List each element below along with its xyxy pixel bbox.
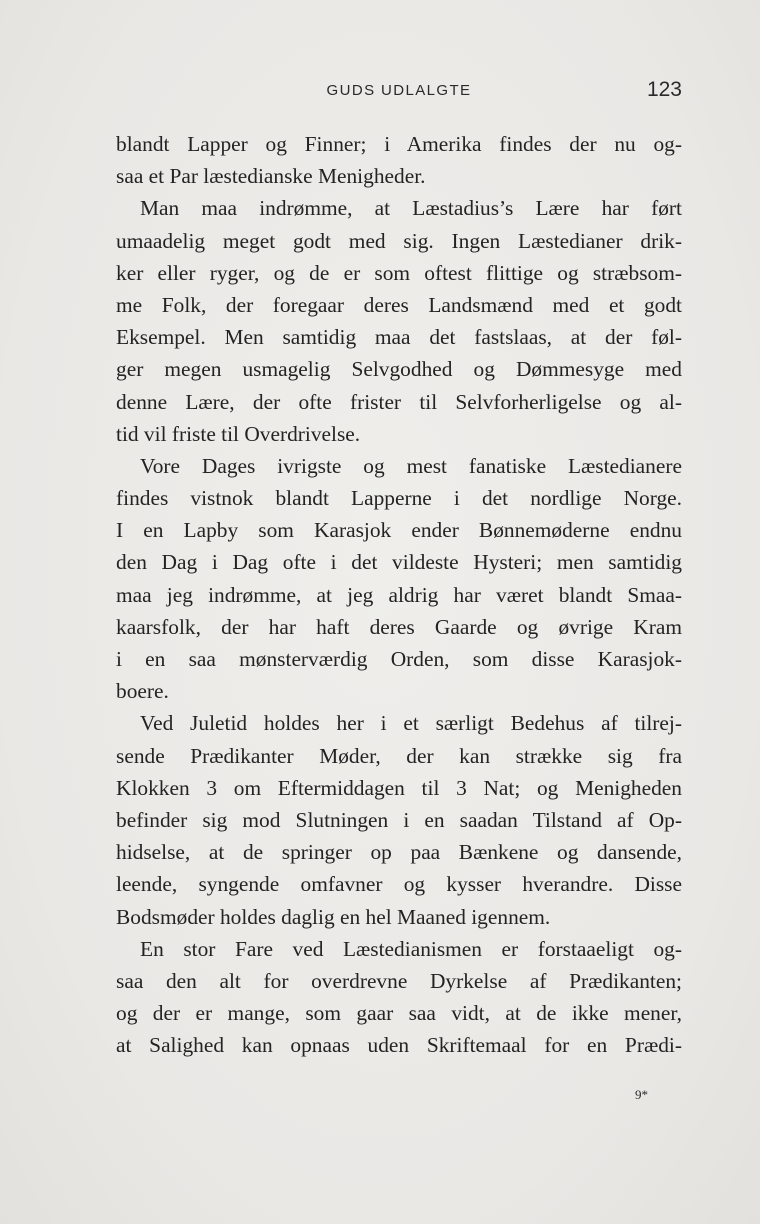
- text-line: ger megen usmagelig Selvgodhed og Dømmesyge med: [116, 357, 682, 382]
- text-line: sende Prædikanter Møder, der kan strække sig fra: [116, 743, 682, 768]
- text-line: umaadelig meget godt med sig. Ingen Læstedianer drik-: [116, 228, 682, 253]
- text-line: kaarsfolk, der har haft deres Gaarde og øvrige Kram: [116, 614, 682, 639]
- text-line: Ved Juletid holdes her i et særligt Bedehus af tilrej-: [140, 711, 682, 736]
- text-line: Klokken 3 om Eftermiddagen til 3 Nat; og Menigheden: [116, 775, 682, 800]
- text-line: saa et Par læstedianske Menigheder.: [116, 164, 426, 189]
- body-text: [116, 128, 682, 1061]
- printer-signature-mark: 9*: [635, 1087, 648, 1102]
- text-line: leende, syngende omfavner og kysser hverandre. Disse: [116, 872, 682, 897]
- text-line: Man maa indrømme, at Læstadius’s Lære har ført: [140, 196, 682, 221]
- text-line: saa den alt for overdrevne Dyrkelse af Prædikanten;: [116, 968, 682, 993]
- text-line: Bodsmøder holdes daglig en hel Maaned igennem.: [116, 904, 551, 929]
- text-line: I en Lapby som Karasjok ender Bønnemøderne endnu: [116, 518, 682, 543]
- text-line: i en saa mønsterværdig Orden, som disse Karasjok-: [116, 647, 682, 671]
- text-line: den Dag i Dag ofte i det vildeste Hysteri; men samtidig: [116, 550, 682, 575]
- page-number: 123: [646, 78, 682, 101]
- text-line: boere.: [116, 679, 169, 704]
- text-line: tid vil friste til Overdrivelse.: [116, 421, 361, 446]
- text-line: denne Lære, der ofte frister til Selvforherligelse og al-: [116, 389, 682, 414]
- text-line: blandt Lapper og Finner; i Amerika findes der nu og-: [116, 132, 682, 156]
- text-line: findes vistnok blandt Lapperne i det nordlige Norge.: [116, 486, 682, 511]
- text-line: og der er mange, som gaar saa vidt, at de ikke mener,: [116, 1001, 682, 1026]
- text-line: Eksempel. Men samtidig maa det fastslaas, at der føl-: [116, 325, 682, 350]
- running-title: GUDS UDLALGTE: [326, 82, 472, 99]
- text-line: befinder sig mod Slutningen i en saadan Tilstand af Op-: [116, 807, 682, 832]
- text-line: Vore Dages ivrigste og mest fanatiske Læstedianere: [140, 453, 682, 478]
- text-line: at Salighed kan opnaas uden Skriftemaal for en Prædi-: [116, 1033, 682, 1058]
- text-line: maa jeg indrømme, at jeg aldrig har været blandt Smaa-: [116, 582, 682, 607]
- text-line: ker eller ryger, og de er som oftest flittige og stræbsom-: [116, 260, 682, 285]
- text-line: me Folk, der foregaar deres Landsmænd med et godt: [116, 292, 682, 317]
- running-header: [116, 80, 682, 106]
- text-line: hidselse, at de springer op paa Bænkene og dansende,: [116, 840, 682, 865]
- text-line: En stor Fare ved Læstedianismen er forstaaeligt og-: [140, 936, 682, 961]
